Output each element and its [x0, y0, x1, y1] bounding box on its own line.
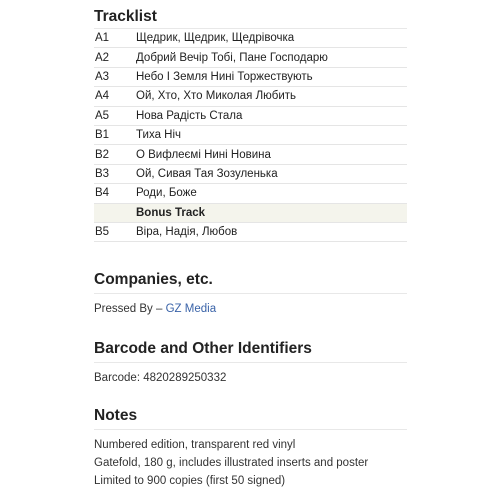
track-position: A4 — [95, 90, 110, 103]
track-row — [94, 165, 407, 184]
track-title: Ой, Сивая Тая Зозуленька — [136, 167, 278, 180]
notes-line: Numbered edition, transparent red vinyl — [94, 439, 296, 451]
track-position: A1 — [95, 32, 110, 45]
companies-section — [94, 270, 407, 318]
company-entry — [94, 300, 407, 318]
track-position: B4 — [95, 187, 110, 200]
track-position: A5 — [95, 109, 110, 122]
company-role: Pressed By — [94, 303, 153, 315]
track-title: О Вифлеємі Нині Новина — [136, 148, 271, 161]
track-title: Роди, Боже — [136, 187, 197, 200]
notes-body — [94, 430, 407, 490]
barcodes-heading: Barcode and Other Identifiers — [94, 340, 312, 357]
track-row — [94, 223, 407, 242]
notes-line: Limited to 900 copies (first 50 signed) — [94, 475, 286, 487]
notes-line: Gatefold, 180 g, includes illustrated inserts and poster — [94, 457, 369, 469]
track-position: A3 — [95, 70, 110, 83]
barcode-entry: Barcode: 4820289250332 — [94, 372, 227, 384]
track-title: Ой, Хто, Хто Миколая Любить — [136, 90, 297, 103]
release-details — [94, 0, 407, 487]
track-row — [94, 29, 407, 48]
company-link-gz-media[interactable]: GZ Media — [165, 303, 217, 315]
barcodes-section — [94, 339, 407, 387]
track-position: B5 — [95, 226, 110, 239]
track-title: Bonus Track — [136, 206, 206, 219]
track-position: B1 — [95, 129, 110, 142]
barcodes-list — [94, 363, 407, 387]
tracklist-heading: Tracklist — [94, 0, 407, 29]
tracklist-heading-row — [94, 204, 407, 223]
track-row — [94, 48, 407, 67]
companies-list — [94, 294, 407, 318]
track-title: Віра, Надія, Любов — [136, 226, 238, 239]
track-row — [94, 184, 407, 203]
track-title: Щедрик, Щедрик, Щедрівочка — [136, 32, 295, 45]
track-row — [94, 68, 407, 87]
track-title: Небо І Земля Нині Торжествують — [136, 70, 313, 83]
track-row — [94, 145, 407, 164]
track-row — [94, 107, 407, 126]
track-position: B3 — [95, 167, 110, 180]
track-position: A2 — [95, 51, 110, 64]
track-title: Нова Радість Стала — [136, 109, 243, 122]
track-position: B2 — [95, 148, 110, 161]
companies-heading: Companies, etc. — [94, 271, 213, 288]
notes-section — [94, 406, 407, 490]
track-row — [94, 87, 407, 106]
tracklist-table — [94, 29, 407, 242]
company-separator: – — [152, 303, 166, 315]
notes-heading: Notes — [94, 407, 138, 424]
track-title: Тиха Ніч — [136, 129, 182, 142]
track-row — [94, 126, 407, 145]
track-title: Добрий Вечір Тобі, Пане Господарю — [136, 51, 328, 64]
